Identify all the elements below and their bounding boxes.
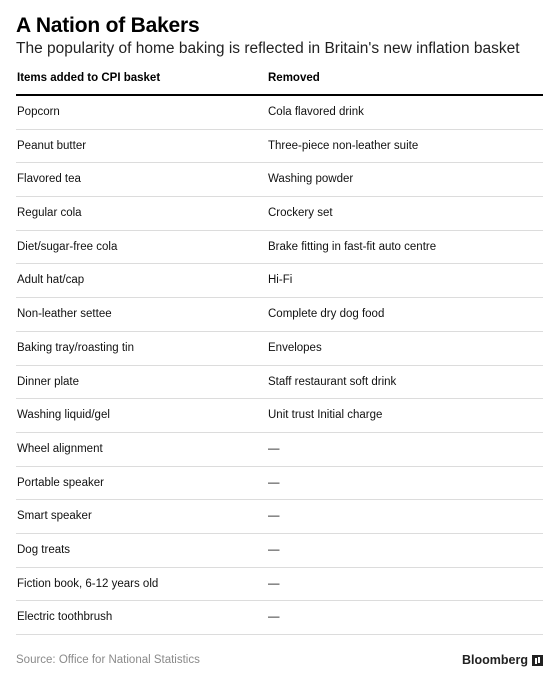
- table-row: [16, 399, 543, 433]
- removed-item-cell: Brake fitting in fast-fit auto centre: [268, 240, 437, 253]
- page-title: A Nation of Bakers: [16, 14, 200, 37]
- table-row: [16, 197, 543, 231]
- source-note: Source: Office for National Statistics: [16, 654, 200, 666]
- table-row: [16, 332, 543, 366]
- table-row: [16, 231, 543, 265]
- added-item-cell: Washing liquid/gel: [17, 409, 110, 422]
- column-header-added: Items added to CPI basket: [17, 72, 161, 84]
- removed-item-cell: Washing powder: [268, 173, 354, 186]
- added-item-cell: Adult hat/cap: [17, 274, 85, 287]
- removed-item-cell: Hi-Fi: [268, 274, 293, 287]
- cpi-basket-table: [16, 64, 543, 635]
- added-item-cell: Electric toothbrush: [17, 611, 113, 624]
- removed-item-cell: Complete dry dog food: [268, 308, 385, 321]
- removed-item-cell: Cola flavored drink: [268, 106, 364, 118]
- removed-item-cell: Three-piece non-leather suite: [268, 139, 419, 152]
- table-row: [16, 433, 543, 467]
- brand-name: Bloomberg: [462, 653, 528, 667]
- page-subtitle: The popularity of home baking is reflected in Britain's new inflation basket: [16, 40, 520, 57]
- brand-logo: [462, 653, 543, 667]
- removed-item-cell: Envelopes: [268, 341, 322, 354]
- added-item-cell: Fiction book, 6-12 years old: [17, 577, 159, 590]
- table-row: [16, 96, 543, 130]
- table-row: [16, 366, 543, 400]
- added-item-cell: Dog treats: [17, 543, 71, 556]
- table-row: [16, 130, 543, 164]
- removed-item-cell: —: [268, 476, 280, 489]
- removed-item-cell: —: [268, 611, 280, 624]
- table-row: [16, 298, 543, 332]
- bloomberg-logo-icon: [532, 655, 543, 666]
- added-item-cell: Regular cola: [17, 207, 82, 220]
- added-item-cell: Diet/sugar-free cola: [17, 240, 118, 253]
- added-item-cell: Wheel alignment: [17, 442, 103, 455]
- added-item-cell: Baking tray/roasting tin: [17, 341, 134, 354]
- table-row: [16, 534, 543, 568]
- added-item-cell: Dinner plate: [17, 375, 80, 388]
- removed-item-cell: Crockery set: [268, 207, 333, 220]
- added-item-cell: Portable speaker: [17, 476, 104, 489]
- added-item-cell: Non-leather settee: [17, 308, 112, 321]
- added-item-cell: Smart speaker: [17, 510, 92, 523]
- table-row: [16, 163, 543, 197]
- table-body: [16, 96, 543, 635]
- column-header-removed: Removed: [268, 72, 320, 84]
- table-header-row: [16, 64, 543, 96]
- removed-item-cell: —: [268, 442, 280, 455]
- table-row: [16, 500, 543, 534]
- removed-item-cell: —: [268, 543, 280, 556]
- table-row: [16, 568, 543, 602]
- removed-item-cell: Unit trust Initial charge: [268, 409, 383, 422]
- table-row: [16, 601, 543, 635]
- table-row: [16, 264, 543, 298]
- added-item-cell: Popcorn: [17, 106, 60, 118]
- removed-item-cell: —: [268, 510, 280, 523]
- added-item-cell: Peanut butter: [17, 139, 87, 152]
- table-row: [16, 467, 543, 501]
- added-item-cell: Flavored tea: [17, 173, 81, 186]
- removed-item-cell: —: [268, 577, 280, 590]
- removed-item-cell: Staff restaurant soft drink: [268, 375, 397, 388]
